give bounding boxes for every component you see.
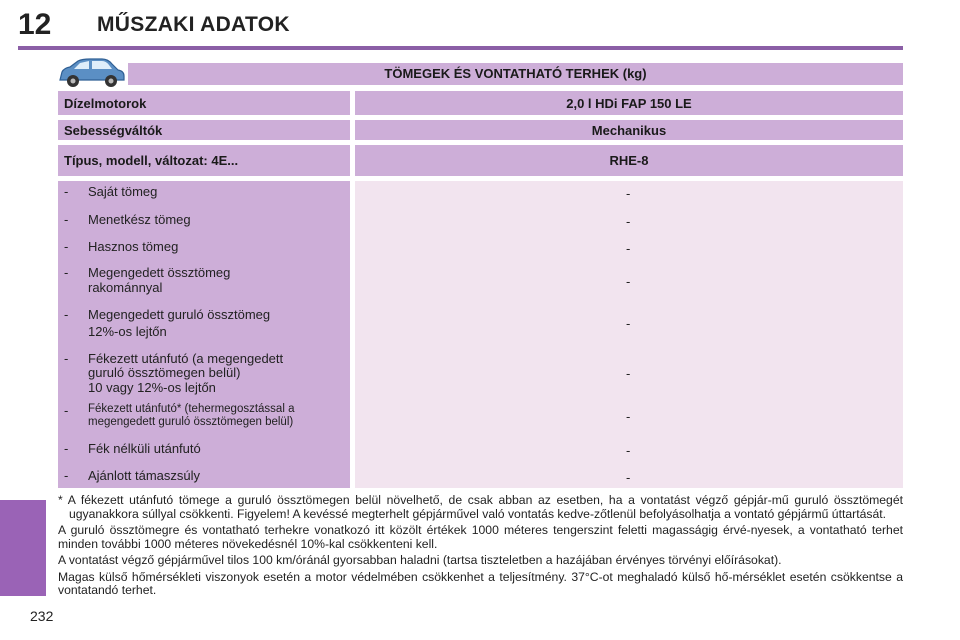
item-label-cont: guruló össztömegen belül) — [88, 365, 241, 380]
item-label: Fékezett utánfutó* (tehermegosztással a — [88, 403, 295, 415]
table-title: TÖMEGEK ÉS VONTATHATÓ TERHEK (kg) — [128, 63, 903, 85]
page-title: MŰSZAKI ADATOK — [97, 13, 290, 36]
row-value: RHE-8 — [355, 145, 903, 176]
item-label: Fékezett utánfutó (a megengedett — [88, 351, 284, 366]
item-value: - — [626, 443, 631, 458]
item-sub: 10 vagy 12%-os lejtőn — [88, 380, 216, 395]
notes-section — [58, 494, 903, 601]
item-label: Ajánlott támaszsúly — [88, 468, 200, 483]
row-value: 2,0 l HDi FAP 150 LE — [355, 91, 903, 115]
item-value: - — [626, 470, 631, 485]
item-label: Megengedett guruló össztömeg — [88, 307, 271, 322]
item-label: Menetkész tömeg — [88, 212, 191, 227]
row-label: Típus, modell, változat: 4E... — [58, 145, 350, 176]
item-sub: 12%-os lejtőn — [88, 324, 167, 339]
note-paragraph: A vontatást végző gépjárművel tilos 100 km/óránál gyorsabban haladni (tartsa tiszteletben a hazájában érvényes törvényi előírásokat). — [58, 553, 782, 567]
item-value: - — [626, 409, 631, 424]
item-value: - — [626, 186, 631, 201]
item-value: - — [626, 316, 631, 331]
table-row-type — [58, 145, 903, 176]
item-label: Megengedett össztömeg — [88, 265, 231, 280]
item-value: - — [626, 274, 631, 289]
row-value: Mechanikus — [355, 120, 903, 140]
note-paragraph: Magas külső hőmérsékleti viszonyok esetén a motor védelmében csökkenhet a teljesítmény. 37°C-ot meghaladó külső hő-mérséklet esetén csökkentse a vontatandó terhet. — [58, 569, 903, 597]
item-value: - — [626, 214, 631, 229]
item-label: Hasznos tömeg — [88, 239, 179, 254]
item-label-cont: rakománnyal — [88, 280, 163, 295]
item-label: Fék nélküli utánfutó — [88, 441, 201, 456]
footnote: * A fékezett utánfutó tömege a guruló össztömegen belül növelhető, de csak abban az esetben, ha a vontatást végző gépjár-mű guruló össztömegét ugyanakkora súllyal csökkenti. Figyelem! A kevéssé megterhelt gépjárművel való vontatás kedve-zőtlenül befolyásolhatja a vontató gépjármű úttartását. — [58, 493, 903, 521]
page-number: 232 — [30, 608, 54, 624]
row-label: Sebességváltók — [58, 120, 350, 140]
item-value: - — [626, 366, 631, 381]
title-divider — [18, 46, 903, 50]
chapter-side-tab — [0, 500, 46, 596]
car-side-icon — [56, 56, 126, 90]
note-paragraph: A guruló össztömegre és vontatható terhekre vonatkozó itt közölt értékek 1000 méteres tengerszint feletti magasságig érvé-nyesek, a vontatható terhet minden további 1000 méteres növekedésnél 10%-kal csökkenteni kell. — [58, 523, 903, 551]
item-label-cont: megengedett guruló össztömegen belül) — [88, 416, 294, 428]
item-label: Saját tömeg — [88, 184, 158, 199]
table-row-gearbox — [58, 120, 903, 140]
chapter-number: 12 — [18, 8, 52, 41]
table-row-engine — [58, 91, 903, 115]
row-label: Dízelmotorok — [58, 91, 350, 115]
item-value: - — [626, 241, 631, 256]
